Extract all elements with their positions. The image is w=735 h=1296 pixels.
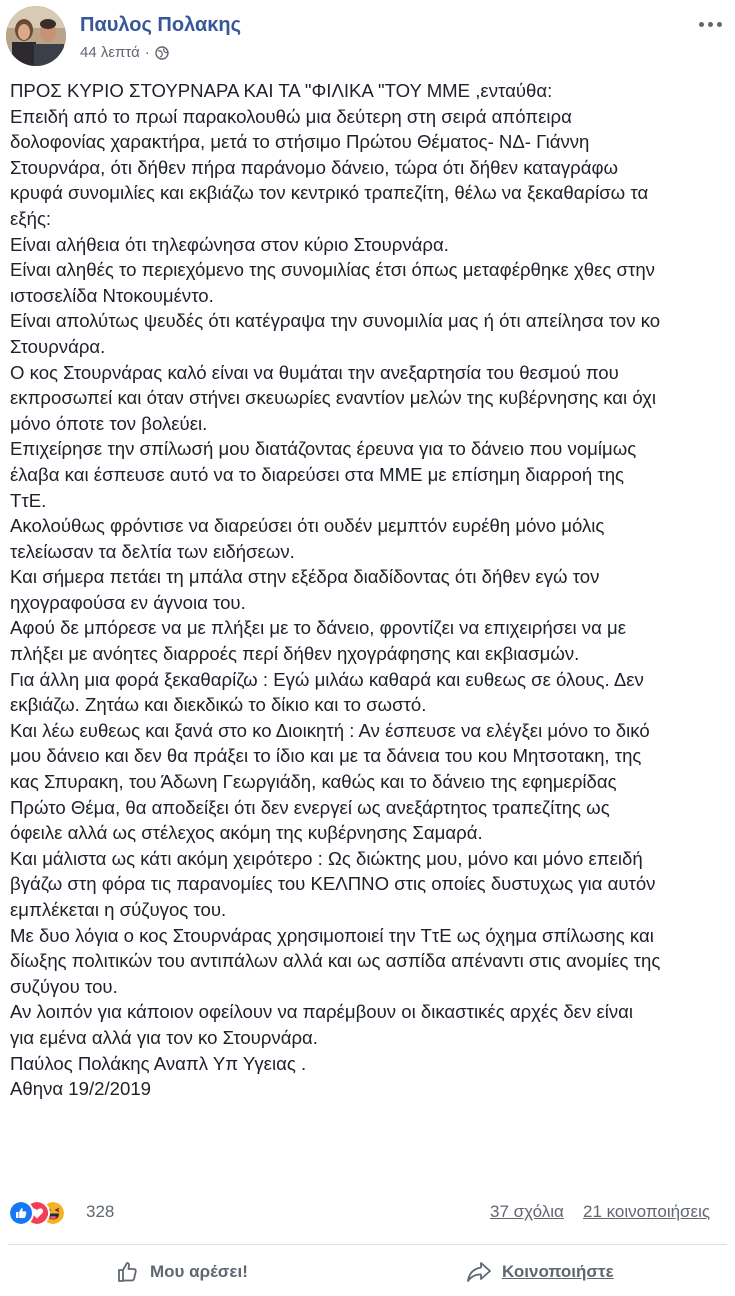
- post-text-line: ιστοσελίδα Ντοκουμέντο.: [10, 284, 214, 306]
- reactions-bar: [0, 1196, 735, 1230]
- divider: [8, 1244, 727, 1245]
- post-text-line: Και λέω ευθεως και ξανά στο κο Διοικητή : Αν έσπευσε να ελέγξει μόνο το δικό: [10, 719, 650, 741]
- post-text-line: εκβιάζω. Ζητάω και διεκδικώ το δίκιο και το σωστό.: [10, 694, 427, 716]
- author-name[interactable]: Παυλος Πολακης: [80, 14, 242, 36]
- post-text-line: ηχογραφούσα εν άγνοια του.: [10, 591, 246, 613]
- post-text-line: Επειδή από το πρωί παρακολουθώ μια δεύτερη στη σειρά απόπειρα: [10, 105, 572, 127]
- thumbs-up-icon: [116, 1260, 140, 1284]
- post-text-line: Είναι αληθές το περιεχόμενο της συνομιλίας έτσι όπως μεταφέρθηκε χθες στην: [10, 259, 655, 281]
- post-text-line: Αθηνα 19/2/2019: [10, 1078, 152, 1100]
- post-text-line: βγάζω στη φόρα τις παρανομίες του ΚΕΛΠΝΟ στις οποίες δυστυχως για αυτόν: [10, 873, 656, 895]
- post-text-line: Επιχείρησε την σπίλωσή μου διατάζοντας έρευνα για το δάνειο που νομίμως: [10, 438, 637, 460]
- post-text-line: Και μάλιστα ως κάτι ακόμη χειρότερο : Ως διώκτης μου, μόνο και μόνο επειδή: [10, 847, 643, 869]
- post-actions: [0, 1252, 735, 1292]
- post-text-line: συζύγου του.: [10, 975, 118, 997]
- more-options-button[interactable]: [695, 14, 725, 34]
- like-label: Μου αρέσει!: [150, 1262, 248, 1281]
- post-text-line: Με δυο λόγια ο κος Στουρνάρας χρησιμοποιεί την ΤτΕ ως όχημα σπίλωσης και: [10, 924, 654, 946]
- post-text-line: όφειλε αλλά ως στέλεχος ακόμη της κυβέρνησης Σαμαρά.: [10, 822, 483, 844]
- profile-photo: [6, 6, 66, 66]
- post-text-line: Στουρνάρα, ότι δήθεν πήρα παράνομο δάνειο, τώρα ότι δήθεν καταγράφω: [10, 156, 619, 178]
- post-text-line: Και σήμερα πετάει τη μπάλα στην εξέδρα διαδίδοντας ότι δήθεν εγώ τον: [10, 566, 600, 588]
- post-text-line: Είναι αλήθεια ότι τηλεφώνησα στον κύριο Στουρνάρα.: [10, 233, 449, 255]
- globe-icon[interactable]: [155, 46, 169, 60]
- post-text-line: πλήξει με ανόητες διαρροές περί δήθεν ηχογράφησης και εκβιασμών.: [10, 643, 580, 665]
- post-text-line: τελείωσαν τα δελτία των ειδήσεων.: [10, 540, 295, 562]
- post-text: [10, 78, 728, 1102]
- like-button[interactable]: [116, 1256, 248, 1288]
- more-dot-icon: [699, 22, 704, 27]
- post-text-line: Για άλλη μια φορά ξεκαθαρίζω : Εγώ μιλάω καθαρά και ευθεως σε όλους. Δεν: [10, 668, 644, 690]
- meta-separator: ·: [144, 44, 150, 61]
- shares-count-link[interactable]: 21 κοινοποιήσεις: [583, 1202, 711, 1221]
- comments-count-link[interactable]: 37 σχόλια: [490, 1202, 564, 1221]
- post-text-line: για εμένα αλλά για τον κο Στουρνάρα.: [10, 1026, 318, 1048]
- post-text-line: έλαβα και έσπευσε αυτό να το διαρεύσει στα ΜΜΕ με επίσημη διαρροή της: [10, 463, 625, 485]
- avatar[interactable]: [6, 6, 66, 66]
- reaction-icons[interactable]: [8, 1200, 84, 1224]
- post-text-line: εκπροσωπεί και όταν στήνει σκευωρίες εναντίον μελών της κυβέρνησης και όχι: [10, 387, 657, 409]
- post-text-line: ΠΡΟΣ ΚΥΡΙΟ ΣΤΟΥΡΝΑΡΑ ΚΑΙ ΤΑ "ΦΙΛΙΚΑ "ΤΟΥ ΜΜΕ ,ενταύθα:: [10, 80, 553, 101]
- more-dot-icon: [717, 22, 722, 27]
- post-text-line: δίωξης πολιτικών του αντιπάλων αλλά και ως ασπίδα απέναντι στις ανομίες της: [10, 950, 661, 972]
- post-text-line: Ο κος Στουρνάρας καλό είναι να θυμάται την ανεξαρτησία του θεσμού που: [10, 361, 619, 383]
- post-text-line: μόνο όποτε τον βολεύει.: [10, 412, 208, 434]
- post-text-line: κρυφά συνομιλίες και εκβιάζω τον κεντρικό τραπεζίτη, θέλω να ξεκαθαρίσω τα: [10, 182, 649, 204]
- post-text-line: κας Σπυρακη, του Άδωνη Γεωργιάδη, καθώς και το δάνειο της εφημερίδας: [10, 771, 617, 793]
- share-label: Κοινοποιήστε: [502, 1262, 614, 1281]
- reaction-count[interactable]: 328: [86, 1202, 115, 1221]
- post-text-line: ΤτΕ.: [10, 489, 47, 511]
- like-reaction-icon: [8, 1200, 34, 1226]
- post-meta: [80, 44, 169, 61]
- post-text-line: Είναι απολύτως ψευδές ότι κατέγραψα την συνομιλία μας ή ότι απείλησα τον κο: [10, 310, 661, 332]
- post-time[interactable]: 44 λεπτά: [80, 44, 140, 61]
- post-text-line: Ακολούθως φρόντισε να διαρεύσει ότι ουδέν μεμπτόν ευρέθη μόνο μόλις: [10, 515, 605, 537]
- post-header: [0, 0, 735, 70]
- post-text-line: Αν λοιπόν για κάποιον οφείλουν να παρέμβουν οι δικαστικές αρχές δεν είναι: [10, 1001, 634, 1023]
- post-text-line: μου δάνειο και δεν θα πράξει το ίδιο και με τα δάνεια του κου Μητσοτακη, της: [10, 745, 642, 767]
- post-text-line: εξής:: [10, 207, 52, 229]
- more-dot-icon: [708, 22, 713, 27]
- share-button[interactable]: [466, 1256, 614, 1288]
- post-text-line: Αφού δε μπόρεσε να με πλήξει με το δάνειο, φροντίζει να επιχειρήσει να με: [10, 617, 626, 639]
- share-arrow-icon: [466, 1261, 492, 1283]
- post-text-line: Στουρνάρα.: [10, 335, 106, 357]
- post-text-line: εμπλέκεται η σύζυγος του.: [10, 899, 227, 920]
- post-text-line: Παύλος Πολάκης Αναπλ Υπ Υγειας .: [10, 1052, 307, 1074]
- post-text-line: δολοφονίας χαρακτήρα, μετά το στήσιμο Πρώτου Θέματος- ΝΔ- Γιάννη: [10, 131, 590, 153]
- post-text-line: Πρώτο Θέμα, θα αποδείξει ότι δεν ενεργεί ως ανεξάρτητος τραπεζίτης ως: [10, 796, 610, 818]
